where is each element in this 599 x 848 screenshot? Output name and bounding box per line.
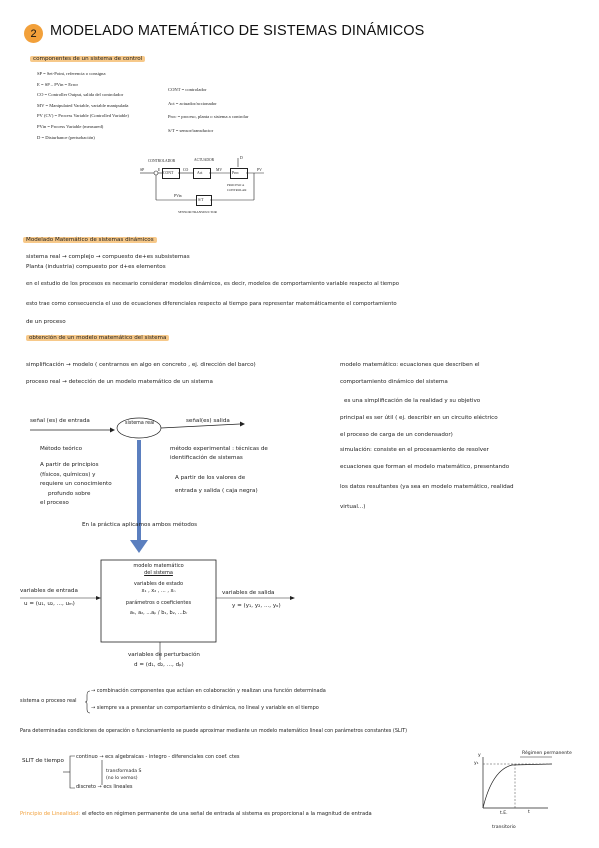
- text-en-la-practica: En la práctica aplicamos ambos métodos: [82, 522, 198, 528]
- slit-continuo: continuo → ecs algebraicas - integro - diferenciales con coef. ctes: [76, 754, 240, 760]
- graph-transitorio: transitorio: [492, 825, 516, 830]
- model-estado-vars: x₁ , x₂ , ... , xₙ: [141, 588, 176, 594]
- text-determinadas-condiciones: Para determinadas condiciones de operación o funcionamiento se puede aproximar mediante un modelo matemático lineal con parámetros constantes (SLIT): [20, 728, 407, 734]
- diagram-salida: señal(es) salida: [186, 418, 230, 424]
- teorico-line-1: A partir de principios: [40, 462, 99, 468]
- model-perturbation: [128, 652, 200, 669]
- perturbation-vars: d = (d₁, d₂, ..., dₚ): [134, 662, 184, 668]
- label-e: E: [158, 168, 161, 172]
- model-estado-label: variables de estado: [133, 581, 184, 587]
- inputs-vars: u = (u₁, u₂, ..., uₘ): [24, 601, 75, 607]
- text-planta: Planta (industria) compuesto por d+es elementos: [26, 264, 166, 270]
- metodo-experimental: [170, 446, 268, 462]
- chapter-number: 2: [30, 27, 37, 40]
- label-pvin: PVin: [174, 194, 182, 198]
- def-proc: Proc = proceso, planta o sistema a controlar: [168, 114, 249, 119]
- section-heading-modelado-text: Modelado Matemático de sistemas dinámicos: [23, 237, 157, 243]
- graph-regimen-permanente: Régimen permanente: [522, 751, 572, 756]
- def-pvin: PVin = Process Variable (measured): [37, 123, 104, 129]
- label-controlador: CONTROLADOR: [148, 159, 176, 163]
- sistema-proceso-comportamiento: → siempre va a presentar un comportamiento o dinámica, no lineal y variable en el tiempo: [91, 705, 319, 711]
- sistema-proceso-label: sistema o proceso real: [20, 698, 77, 704]
- note-condensador: el proceso de carga de un condensador): [340, 432, 453, 438]
- perturbation-label: variables de perturbación: [128, 652, 200, 658]
- label-cont: CONT: [163, 171, 174, 175]
- label-sp: SP: [140, 168, 145, 172]
- graph-t: t: [528, 810, 530, 815]
- metodo-experimental-body: [175, 475, 258, 495]
- graph-y1: y₁: [474, 761, 479, 766]
- exp-body-1: A partir de los valores de: [175, 475, 246, 481]
- teorico-line-4: profundo sobre: [48, 490, 91, 497]
- note-datos: los datos resultantes (ya sea en modelo matemático, realidad: [340, 484, 514, 490]
- model-title-1: modelo matemático: [133, 563, 184, 569]
- text-consecuencia: esto trae como consecuencia el uso de ecuaciones diferenciales respecto al tiempo para representar matemáticamente el comportamiento: [26, 301, 397, 307]
- diagram-sistema-real: sistema real: [125, 421, 155, 426]
- def-co: CO = Controller Output, salida del controlador: [37, 92, 124, 98]
- label-proceso: PROCESO A: [227, 183, 245, 187]
- note-simulacion: simulación: consiste en el procesamiento de resolver: [340, 447, 489, 453]
- text-sistema-real: sistema real → complejo → compuesto de+es subsistemas: [26, 254, 190, 260]
- text-de-un-proceso: de un proceso: [26, 319, 66, 325]
- teorico-line-2: (físicos, químicos) y: [40, 471, 96, 478]
- slit-transf-2: (no lo vemos): [106, 776, 138, 781]
- label-sensor: SENSOR/TRANSDUCTOR: [178, 210, 217, 214]
- graph-te: t.E.: [500, 811, 508, 816]
- model-box: [101, 563, 216, 617]
- principio-text: el efecto en régimen permanente de una señal de entrada al sistema es proporcional a la magnitud de entrada: [81, 811, 372, 817]
- note-simplificacion: es una simplificación de la realidad y su objetivo: [344, 398, 481, 404]
- exp-line-1: método experimental : técnicas de: [170, 446, 268, 452]
- note-principal: principal es ser útil ( ej. describir en un circuito eléctrico: [340, 415, 498, 421]
- outputs-vars: y = (y₁, y₂, ..., yₒ): [232, 603, 281, 609]
- text-proceso-real: proceso real → detección de un modelo matemático de un sistema: [26, 379, 213, 385]
- def-act: Act = actuador/accionador: [168, 100, 217, 106]
- def-st: S/T = sensor/transductor: [168, 127, 214, 133]
- slit-transf-1: transformada S: [106, 769, 142, 774]
- label-act: Act: [197, 171, 203, 175]
- note-ecuaciones: ecuaciones que forman el modelo matemático, presentando: [340, 464, 510, 470]
- label-st: S/T: [198, 198, 204, 202]
- outputs-label: variables de salida: [222, 590, 275, 596]
- model-outputs: [222, 590, 281, 610]
- label-actuador: ACTUADOR: [194, 158, 214, 162]
- def-cont: CONT = controlador: [168, 87, 207, 92]
- label-d: D: [240, 156, 243, 160]
- def-sp: SP = Set-Point, referencia o consigna: [37, 71, 106, 76]
- label-pv: PV: [257, 168, 262, 172]
- inputs-label: variables de entrada: [20, 588, 78, 594]
- exp-line-2: identificación de sistemas: [170, 455, 243, 461]
- model-inputs: [20, 588, 78, 608]
- text-simplificacion: simplificación → modelo ( centrarnos en algo en concreto , ej. dirección del barco): [26, 362, 256, 368]
- metodo-teorico-body: [40, 462, 112, 507]
- def-mv: MV = Manipulated Variable, variable manipulada: [37, 102, 129, 108]
- model-params-vars: a₁, a₂, ...aₚ / b₁, b₂, ...bᵣ: [129, 610, 188, 616]
- note-comportamiento: comportamiento dinámico del sistema: [340, 379, 448, 385]
- principio-linealidad: [20, 811, 372, 818]
- def-d: D = Disturbance (perturbación): [37, 134, 95, 140]
- slit-discreto: discreto → ecs lineales: [76, 784, 133, 790]
- label-mv: MV: [216, 168, 223, 172]
- section-heading-components-text: componentes de un sistema de control: [30, 56, 145, 62]
- slit-transformada: [106, 768, 141, 782]
- note-modelo-matematico: modelo matemático: ecuaciones que describen el: [340, 362, 480, 368]
- model-params-label: parámetros o coeficientes: [125, 600, 192, 606]
- text-estudio-procesos: en el estudio de los procesos es necesario considerar modelos dinámicos, es decir, modelos de comportamiento variable respecto al tiempo: [26, 281, 399, 287]
- teorico-line-5: el proceso: [40, 500, 69, 506]
- label-controlar: CONTROLAR: [227, 188, 247, 192]
- label-co: CO: [183, 168, 189, 172]
- slit-label: SLIT de tiempo: [22, 758, 64, 764]
- diagram-entrada: señal (es) de entrada: [30, 418, 90, 424]
- exp-body-2: entrada y salida ( caja negra): [175, 488, 258, 494]
- page-title: MODELADO MATEMÁTICO DE SISTEMAS DINÁMICOS: [50, 23, 425, 39]
- teorico-line-3: requiere un conocimiento: [40, 481, 112, 487]
- section-heading-obtencion-text: obtención de un modelo matemático del sistema: [26, 335, 169, 341]
- note-virtual: virtual...): [340, 504, 366, 510]
- metodo-teorico-title: Método teórico: [40, 446, 83, 452]
- model-title-2: del sistema: [144, 570, 173, 576]
- graph-y-axis: y: [478, 753, 481, 758]
- label-proc: Proc: [232, 171, 239, 175]
- def-e: E = SP – PVin = Error: [37, 81, 78, 87]
- principio-label: Principio de Linealidad:: [20, 811, 81, 817]
- sistema-proceso-combinacion: → combinación componentes que actúan en colaboración y realizan una función determinada: [91, 688, 326, 694]
- def-pv: PV (CV) = Process Variable (Controlled Variable): [37, 113, 129, 119]
